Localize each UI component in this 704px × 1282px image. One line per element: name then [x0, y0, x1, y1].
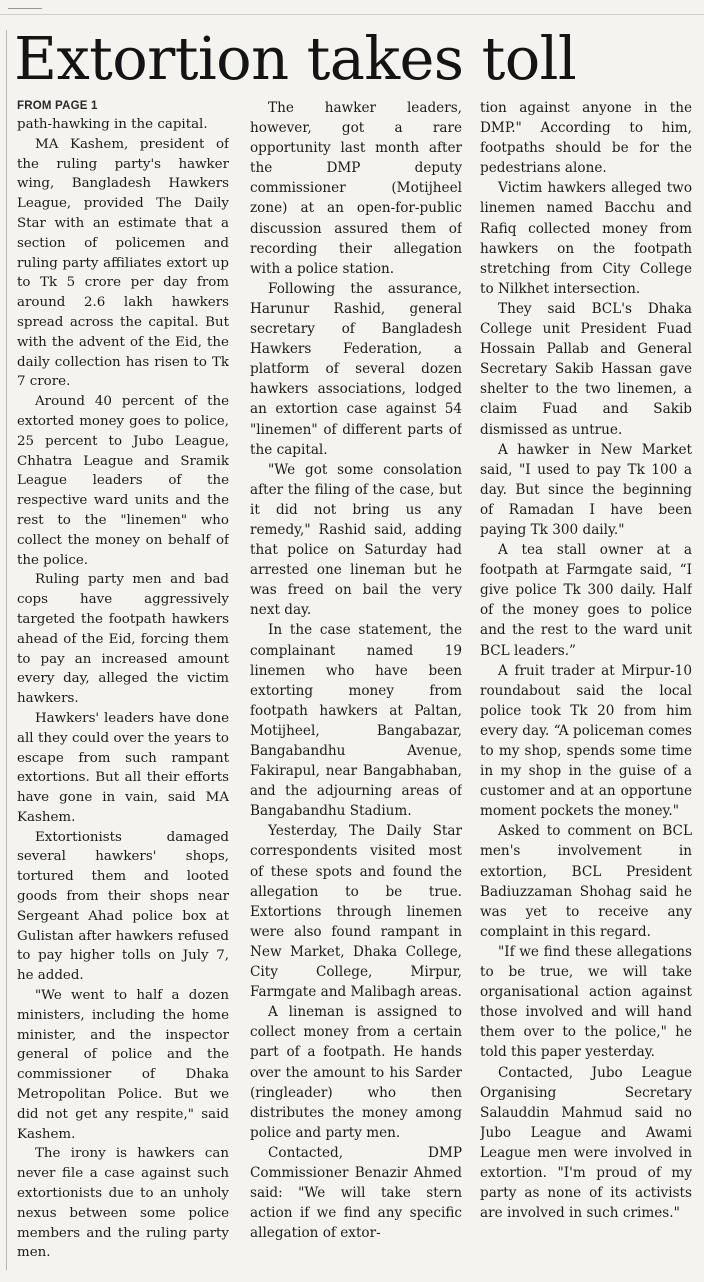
paragraph: Contacted, DMP Commissioner Benazir Ahmed said: "We will take stern action if we find any specific allegation of extor- — [250, 1144, 462, 1242]
paragraph: In the case statement, the complainant named 19 linemen who have been extorting money from footpath hawkers at Paltan, Motijheel, Bangabazar, Bangabandhu Avenue, Fakirapul, near Bangabhaban, and the adjourning areas of Bangabandhu Stadium. — [250, 622, 462, 820]
paragraph: "If we find these allegations to be true, we will take organisational action against those involved and will hand them over to the police," he told this paper yesterday. — [480, 943, 692, 1061]
paragraph: A tea stall owner at a footpath at Farmgate said, “I give police Tk 300 daily. Half of the money goes to police and the rest to the ward unit BCL leaders.” — [480, 542, 692, 659]
continuation-kicker: FROM PAGE 1 — [17, 100, 98, 112]
paragraph: The irony is hawkers can never file a case against such extortionists due to an unholy nexus between some police members and the ruling party men. — [17, 1146, 229, 1261]
paragraph: "We went to half a dozen ministers, including the home minister, and the inspector general of police and the commissioner of Dhaka Metropolitan Police. But we did not get any respite," said Kashem. — [17, 988, 229, 1142]
paragraph: Extortionists damaged several hawkers' shops, tortured them and looted goods from their shops near Sergeant Ahad police box at Gulistan after hawkers refused to pay higher tolls on July 7, he added. — [17, 829, 229, 984]
top-edge-mark — [8, 0, 42, 9]
paragraph: They said BCL's Dhaka College unit President Fuad Hossain Pallab and General Secretary Sakib Hassan gave shelter to the two linemen, a claim Fuad and Sakib dismissed as untrue. — [480, 300, 692, 438]
article-column-2 — [250, 98, 462, 1278]
paragraph: path-hawking in the capital. — [17, 117, 208, 132]
paragraph: The hawker leaders, however, got a rare opportunity last month after the DMP deputy commissioner (Motijheel zone) at an open-for-public discussion assured them of recording their allegation with a police station. — [250, 100, 462, 277]
article-column-3 — [480, 98, 692, 1278]
paragraph: Hawkers' leaders have done all they could over the years to escape from such rampant extortions. But all their efforts have gone in vain, said MA Kashem. — [17, 710, 229, 825]
paragraph: tion against anyone in the DMP." According to him, footpaths should be for the pedestrians alone. — [480, 100, 692, 177]
paragraph: MA Kashem, president of the ruling party's hawker wing, Bangladesh Hawkers League, provided The Daily Star with an estimate that a section of policemen and ruling party affiliates extort up to Tk 5 crore per day from around 2.6 lakh hawkers spread across the capital. But with the advent of the Eid, the daily collection has risen to Tk 7 crore. — [17, 136, 229, 390]
paragraph: Asked to comment on BCL men's involvement in extortion, BCL President Badiuzzaman Shohag said he was yet to receive any complaint in this regard. — [480, 823, 692, 940]
paragraph: Victim hawkers alleged two linemen named Bacchu and Rafiq collected money from hawkers on the footpath stretching from City College to Nilkhet intersection. — [480, 180, 692, 297]
paragraph: "We got some consolation after the filing of the case, but it did not bring us any remedy," Rashid said, adding that police on Saturday had arrested one lineman but he was freed on bail the very next day. — [250, 461, 462, 619]
paragraph: A hawker in New Market said, "I used to pay Tk 100 a day. But since the beginning of Ramadan I have been paying Tk 300 daily." — [480, 441, 692, 538]
paragraph: Yesterday, The Daily Star correspondents visited most of these spots and found the allegation to be true. Extortions through linemen were also found rampant in New Market, Dhaka College, City College, Mirpur, Farmgate and Malibagh areas. — [250, 823, 462, 1001]
paragraph: Ruling party men and bad cops have aggressively targeted the footpath hawkers ahead of the Eid, forcing them to pay an increased amount every day, alleged the victim hawkers. — [17, 572, 229, 707]
paragraph: A fruit trader at Mirpur-10 roundabout said the local police took Tk 20 from him every day. “A policeman comes to my shop, spends some time in my shop in the guise of a customer and at an opportune moment pockets the money." — [480, 662, 692, 820]
article-column-1 — [17, 98, 229, 1278]
paragraph: A lineman is assigned to collect money from a certain part of a footpath. He hands over the amount to his Sarder (ringleader) who then distributes the money among police and party men. — [250, 1004, 462, 1141]
paragraph: Contacted, Jubo League Organising Secretary Salauddin Mahmud said no Jubo League and Awami League men were involved in extortion. "I'm proud of my party as none of its activists are involved in such crimes." — [480, 1064, 692, 1222]
paragraph: Following the assurance, Harunur Rashid, general secretary of Bangladesh Hawkers Federation, a platform of several dozen hawkers associations, lodged an extortion case against 54 "linemen" of different parts of the capital. — [250, 280, 462, 458]
page-top-edge — [0, 0, 704, 15]
article-headline: Extortion takes toll — [14, 24, 577, 93]
paragraph: Around 40 percent of the extorted money goes to police, 25 percent to Jubo League, Chhatra League and Sramik League leaders of the respective ward units and the rest to the "linemen" who collect the money on behalf of the police. — [17, 394, 229, 568]
left-column-rule — [6, 30, 7, 1270]
